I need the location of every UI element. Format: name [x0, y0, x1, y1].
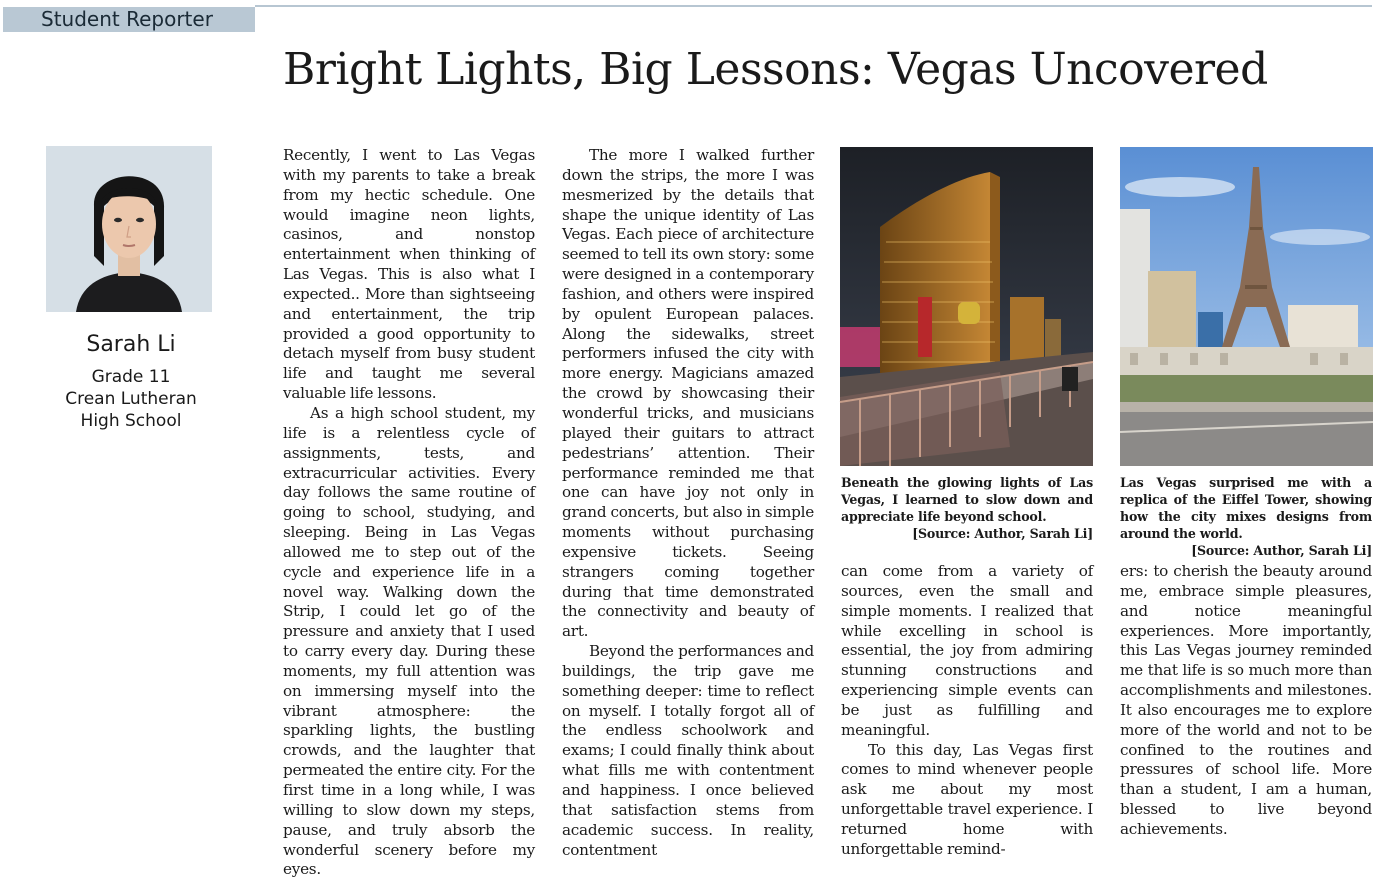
article-column-1	[283, 146, 535, 879]
caption-text: Las Vegas surprised me with a replica of the Eiffel Tower, showing how the city mixes designs from around the world.	[1120, 475, 1372, 541]
night-strip-illustration	[840, 147, 1093, 466]
author-school-line1: Crean Lutheran	[65, 389, 197, 409]
caption-credit: [Source: Author, Sarah Li]	[912, 526, 1093, 541]
author-byline	[33, 330, 229, 432]
photo-caption-1	[841, 474, 1093, 542]
section-label: Student Reporter	[3, 7, 255, 32]
article-paragraph: The more I walked further down the strips, the more I was mesmerized by the details that shape the unique identity of Las Vegas. Each piece of architecture seemed to tell its own story: some were designed in a contemporary fashion, and others were inspired by opulent European palaces. Along the sidewalks, street performers infused the city with more energy. Magicians amazed the crowd by showcasing their wonderful tricks, and musicians played their guitars to attract pedestrians’ attention. Their performance reminded me that one can have joy not only in grand concerts, but also in simple moments without purchasing expensive tickets. Seeing strangers coming together during that time demonstrated the connectivity and beauty of art.	[562, 146, 814, 641]
photo-caption-2	[1120, 474, 1372, 559]
article-paragraph: can come from a variety of sources, even the small and simple moments. I realized that while excelling in school is essential, the joy from admiring stunning constructions and experiencing simple events can be just as fulfilling and meaningful.	[841, 562, 1093, 739]
author-grade: Grade 11	[91, 367, 171, 387]
author-photo	[46, 146, 212, 312]
caption-credit: [Source: Author, Sarah Li]	[1191, 543, 1372, 558]
photo-strip-at-night	[840, 147, 1093, 466]
article-column-3	[841, 562, 1093, 858]
article-column-4	[1120, 562, 1372, 838]
author-portrait-illustration	[46, 146, 212, 312]
article-paragraph: As a high school student, my life is a relentless cycle of assignments, tests, and extracurricular activities. Every day follows the same routine of going to school, studying, and sleeping. Being in Las Vegas allowed me to step out of the cycle and experience life in a novel way. Walking down the Strip, I could let go of the pressure and anxiety that I used to carry every day. During these moments, my full attention was on immersing myself into the vibrant atmosphere: the sparkling lights, the bustling crowds, and the laughter that permeated the entire city. For the first time in a long while, I was willing to slow down my steps, pause, and truly absorb the wonderful scenery before my eyes.	[283, 403, 535, 879]
article-paragraph: Recently, I went to Las Vegas with my parents to take a break from my hectic schedule. One would imagine neon lights, casinos, and nonstop entertainment when thinking of Las Vegas. This is also what I expected.. More than sightseeing and entertainment, the trip provided a good opportunity to detach myself from busy student life and taught me several valuable life lessons.	[283, 146, 535, 403]
article-paragraph: To this day, Las Vegas first comes to mind whenever people ask me about my most unforgettable travel experience. I returned home with unforgettable remind-	[841, 740, 1093, 858]
eiffel-replica-illustration	[1120, 147, 1373, 466]
photo-eiffel-replica	[1120, 147, 1373, 466]
article-paragraph: Beyond the performances and buildings, the trip gave me something deeper: time to reflect on myself. I totally forgot all of the endless schoolwork and exams; I could finally think about what fills me with contentment and happiness. I once believed that satisfaction stems from academic success. In reality, contentment	[562, 642, 814, 859]
article-paragraph: ers: to cherish the beauty around me, embrace simple pleasures, and notice meaningful experiences. More importantly, this Las Vegas journey reminded me that life is so much more than accomplishments and milestones. It also encourages me to explore more of the world and not to be confined to the routines and pressures of school life. More than a student, I am a human, blessed to live beyond achievements.	[1120, 562, 1372, 838]
article-column-2	[562, 146, 814, 859]
caption-text: Beneath the glowing lights of Las Vegas, I learned to slow down and appreciate life beyond school.	[841, 475, 1093, 524]
author-name: Sarah Li	[86, 332, 176, 357]
author-school-line2: High School	[80, 411, 182, 431]
top-rule	[255, 5, 1372, 7]
headline: Bright Lights, Big Lessons: Vegas Uncovered	[283, 44, 1268, 95]
